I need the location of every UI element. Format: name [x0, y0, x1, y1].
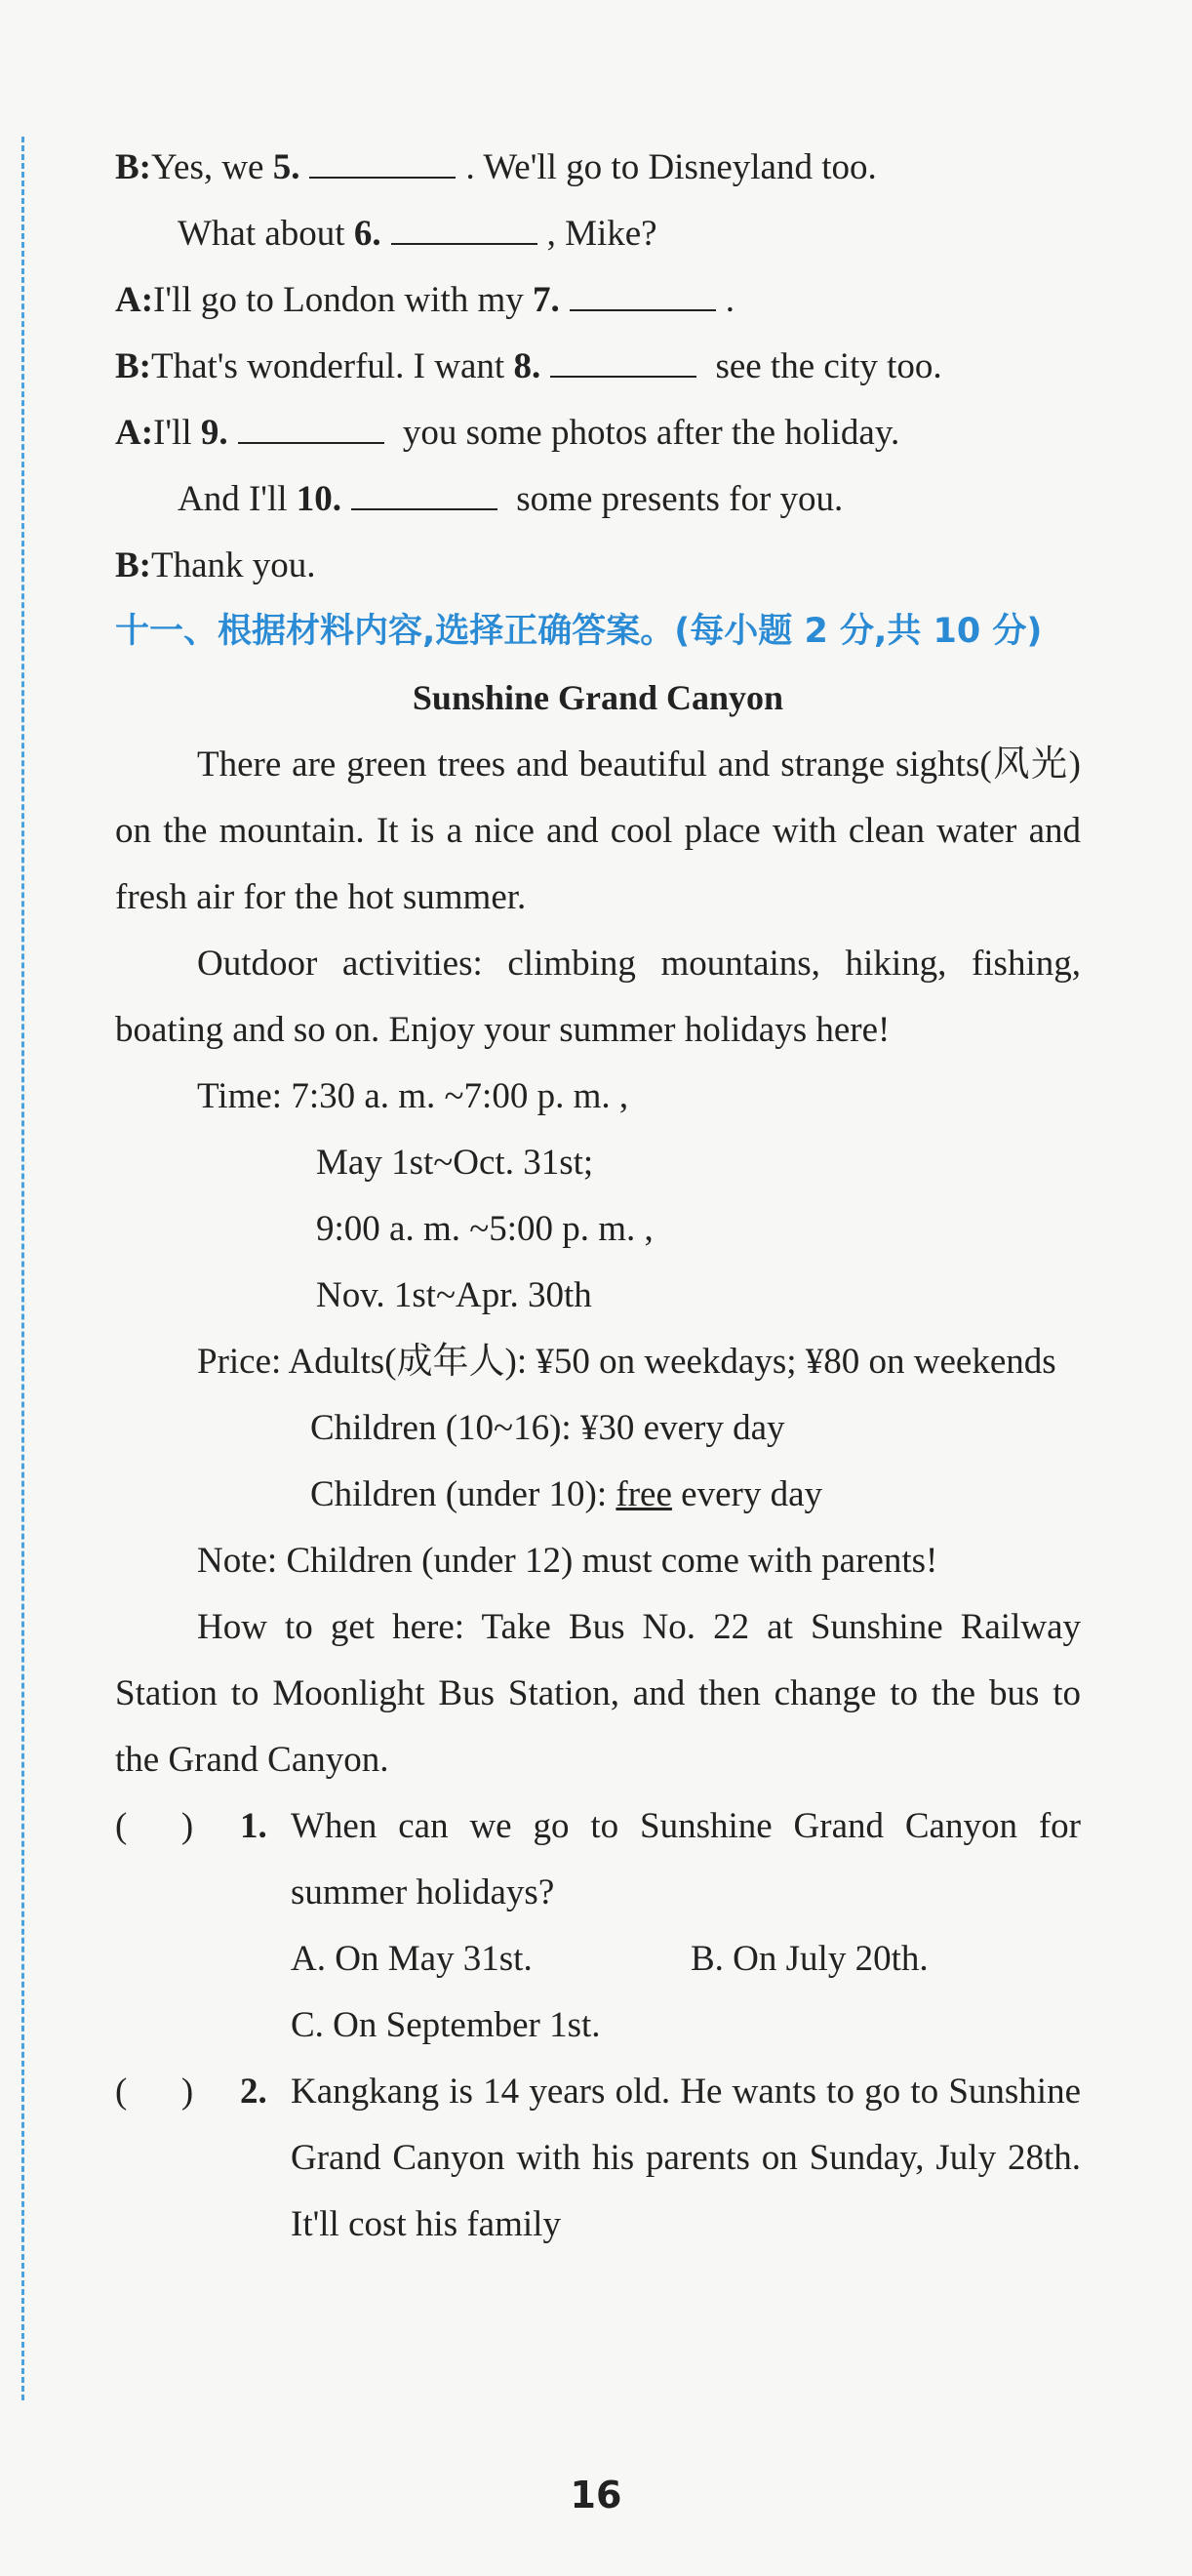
blank-number: 8. [513, 346, 541, 386]
price-paragraph: Price: Adults(成年人): ¥50 on weekdays; ¥80 on weekends [197, 1342, 1056, 1382]
price-line: Children (10~16): ¥30 every day [310, 1408, 785, 1448]
answer-blank[interactable] [550, 337, 696, 378]
price-line: Children (under 10): free every day [310, 1474, 822, 1514]
option-b[interactable]: B. On July 20th. [691, 1939, 929, 1979]
passage-paragraph: Outdoor activities: climbing mountains, hiking, fishing, boating and so on. Enjoy your summer holidays here! [115, 944, 1081, 1050]
dialogue-line: A:I'll go to London with my 7. . [115, 267, 1081, 334]
blank-number: 9. [200, 413, 228, 453]
option-c[interactable]: C. On September 1st. [291, 2005, 601, 2045]
option-a[interactable]: A. On May 31st. [291, 1939, 533, 1979]
blank-number: 6. [353, 214, 381, 254]
margin-guide-line [21, 137, 24, 2400]
schedule-line: 9:00 a. m. ~5:00 p. m. , [316, 1209, 654, 1249]
speaker-label: B: [115, 545, 151, 585]
page-number: 16 [570, 2474, 622, 2516]
passage-title: Sunshine Grand Canyon [412, 678, 784, 717]
question-item [115, 1793, 1081, 1926]
dialogue-line: B:Thank you. [115, 545, 316, 585]
dialogue-line: B:That's wonderful. I want 8. see the city too. [115, 334, 1081, 400]
answer-bracket[interactable]: ( ) [115, 1806, 194, 1846]
dialogue-line: A:I'll 9. you some photos after the holiday. [115, 400, 1081, 466]
question-number: 1. [240, 1806, 267, 1846]
passage-paragraph: There are green trees and beautiful and strange sights(风光) on the mountain. It is a nice and cool place with clean water and fresh air for the hot summer. [115, 745, 1081, 917]
note-line: Note: Children (under 12) must come with parents! [197, 1541, 938, 1581]
answer-blank[interactable] [570, 270, 716, 311]
answer-blank[interactable] [391, 204, 537, 245]
schedule-line: Nov. 1st~Apr. 30th [316, 1275, 592, 1315]
schedule-line: May 1st~Oct. 31st; [316, 1143, 594, 1183]
question-text: Kangkang is 14 years old. He wants to go to Sunshine Grand Canyon with his parents on Sunday, July 28th. It'll cost his family [291, 2072, 1081, 2244]
question-item [115, 2059, 1081, 2258]
options-row [115, 1926, 1081, 1992]
directions-paragraph: How to get here: Take Bus No. 22 at Sunshine Railway Station to Moonlight Bus Station, and then change to the bus to the Grand Canyon. [115, 1607, 1081, 1780]
speaker-label: B: [115, 147, 151, 187]
section-heading: 十一、根据材料内容,选择正确答案。(每小题 2 分,共 10 分) [115, 612, 1043, 651]
speaker-label: B: [115, 346, 151, 386]
options-row [115, 1992, 1081, 2059]
answer-bracket[interactable]: ( ) [115, 2072, 194, 2112]
answer-blank[interactable] [351, 469, 497, 510]
speaker-label: A: [115, 413, 154, 453]
question-number: 2. [240, 2072, 267, 2112]
underlined-word: free [616, 1474, 672, 1514]
dialogue-line: B:Yes, we 5. . We'll go to Disneyland too. [115, 135, 1081, 201]
speaker-label: A: [115, 280, 154, 320]
schedule-line: Time: 7:30 a. m. ~7:00 p. m. , [197, 1076, 629, 1116]
blank-number: 10. [296, 479, 342, 519]
answer-blank[interactable] [309, 138, 456, 179]
dialogue-line: And I'll 10. some presents for you. [115, 466, 1081, 533]
blank-number: 5. [272, 147, 300, 187]
blank-number: 7. [533, 280, 560, 320]
answer-blank[interactable] [238, 403, 384, 444]
page-content [115, 135, 1081, 2258]
question-text: When can we go to Sunshine Grand Canyon for summer holidays? [291, 1806, 1081, 1912]
time-label: Time: [197, 1076, 283, 1116]
dialogue-line: What about 6. , Mike? [115, 201, 1081, 267]
